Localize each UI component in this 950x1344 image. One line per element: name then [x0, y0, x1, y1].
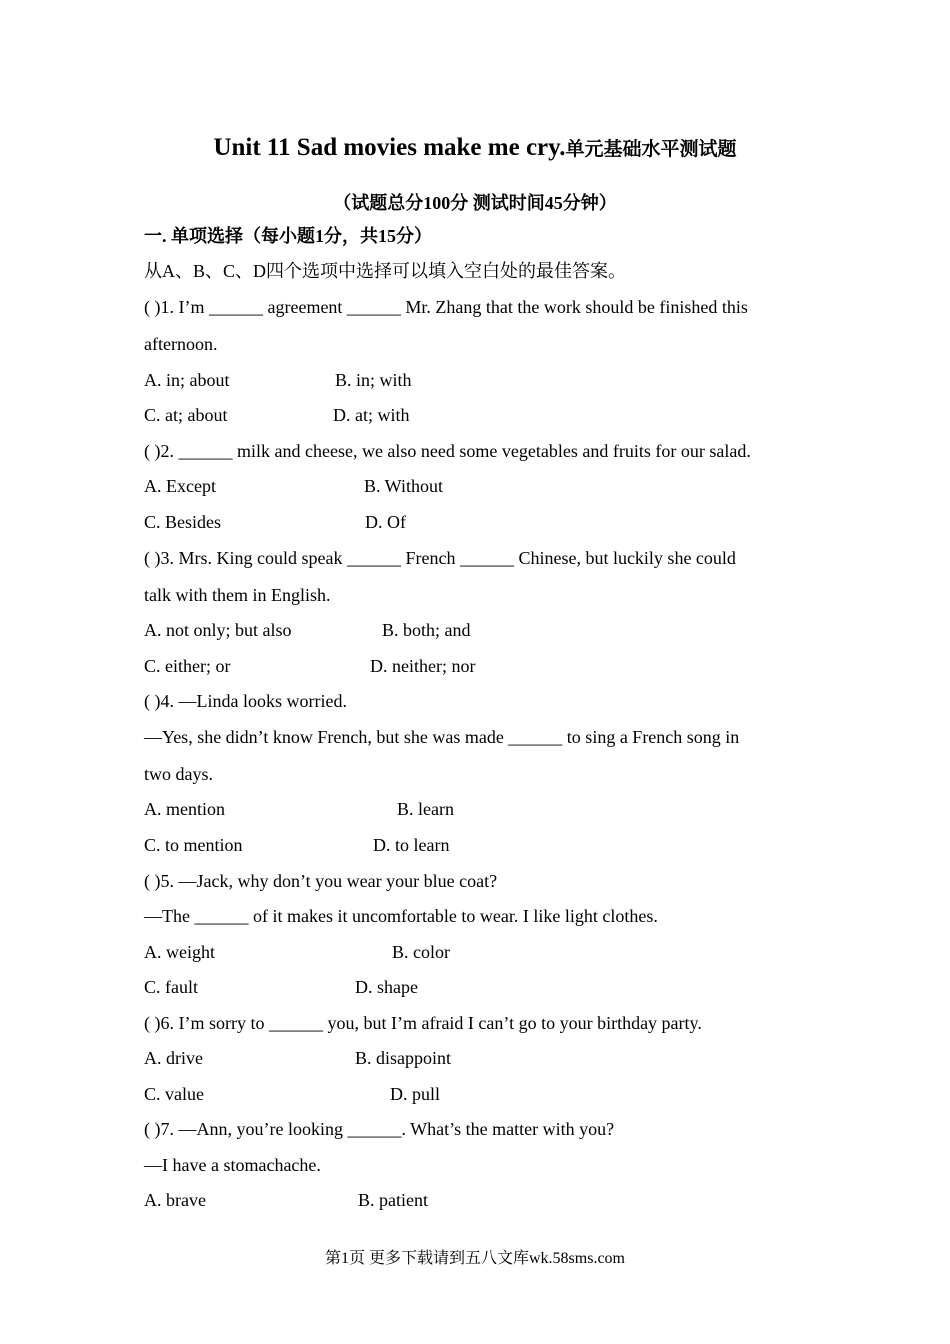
- question-1-text: ( )1. I’m ______ agreement ______ Mr. Zhang that the work should be finished this: [144, 297, 748, 317]
- title-chinese: 单元基础水平测试题: [565, 138, 737, 160]
- question-3-option-b: B. both; and: [382, 620, 471, 640]
- question-2-option-d: D. Of: [365, 512, 406, 532]
- question-6-option-a: A. drive: [144, 1048, 203, 1068]
- page-title: [0, 134, 950, 162]
- question-3-option-d: D. neither; nor: [370, 656, 476, 676]
- question-1-option-d: D. at; with: [333, 405, 410, 425]
- question-2-option-c: C. Besides: [144, 512, 222, 532]
- page-footer: 第1页 更多下载请到五八文库wk.58sms.com: [324, 1250, 625, 1267]
- question-4-option-b: B. learn: [397, 799, 454, 819]
- question-5-text-cont: —The ______ of it makes it uncomfortable to wear. I like light clothes.: [144, 906, 658, 926]
- question-7-text-cont: —I have a stomachache.: [144, 1155, 321, 1175]
- question-1-option-b: B. in; with: [335, 370, 412, 390]
- question-4-option-d: D. to learn: [373, 835, 450, 855]
- question-7-text: ( )7. —Ann, you’re looking ______. What’s the matter with you?: [144, 1119, 615, 1139]
- question-3-option-c: C. either; or: [144, 656, 231, 676]
- title-english: Unit 11 Sad movies make me cry.: [213, 134, 566, 161]
- page-subtitle: （试题总分100分 测试时间45分钟）: [333, 193, 617, 213]
- question-4-option-c: C. to mention: [144, 835, 243, 855]
- question-6-option-d: D. pull: [390, 1084, 441, 1104]
- question-1-option-c: C. at; about: [144, 405, 228, 425]
- section-instruction: 从A、B、C、D四个选项中选择可以填入空白处的最佳答案。: [144, 261, 627, 281]
- section-heading: 一. 单项选择（每小题1分，共15分）: [144, 226, 432, 246]
- question-5-text: ( )5. —Jack, why don’t you wear your blue coat?: [144, 871, 498, 891]
- question-6-option-b: B. disappoint: [355, 1048, 452, 1068]
- question-5-option-b: B. color: [392, 942, 450, 962]
- question-1-text-cont: afternoon.: [144, 334, 218, 354]
- question-6-text: ( )6. I’m sorry to ______ you, but I’m afraid I can’t go to your birthday party.: [144, 1013, 702, 1033]
- question-4-text-cont: —Yes, she didn’t know French, but she was made ______ to sing a French song in: [144, 727, 740, 747]
- question-3-text: ( )3. Mrs. King could speak ______ French ______ Chinese, but luckily she could: [144, 548, 736, 568]
- question-2-option-a: A. Except: [144, 476, 216, 496]
- question-5-option-d: D. shape: [355, 977, 418, 997]
- question-5-option-c: C. fault: [144, 977, 198, 997]
- question-4-text-cont2: two days.: [144, 764, 213, 784]
- question-3-option-a: A. not only; but also: [144, 620, 292, 640]
- question-5-option-a: A. weight: [144, 942, 215, 962]
- question-4-option-a: A. mention: [144, 799, 225, 819]
- question-1-option-a: A. in; about: [144, 370, 230, 390]
- question-7-option-a: A. brave: [144, 1190, 206, 1210]
- question-2-option-b: B. Without: [364, 476, 443, 496]
- question-6-option-c: C. value: [144, 1084, 204, 1104]
- question-2-text: ( )2. ______ milk and cheese, we also need some vegetables and fruits for our salad.: [144, 441, 751, 461]
- question-3-text-cont: talk with them in English.: [144, 585, 331, 605]
- question-7-option-b: B. patient: [358, 1190, 428, 1210]
- question-4-text: ( )4. —Linda looks worried.: [144, 691, 347, 711]
